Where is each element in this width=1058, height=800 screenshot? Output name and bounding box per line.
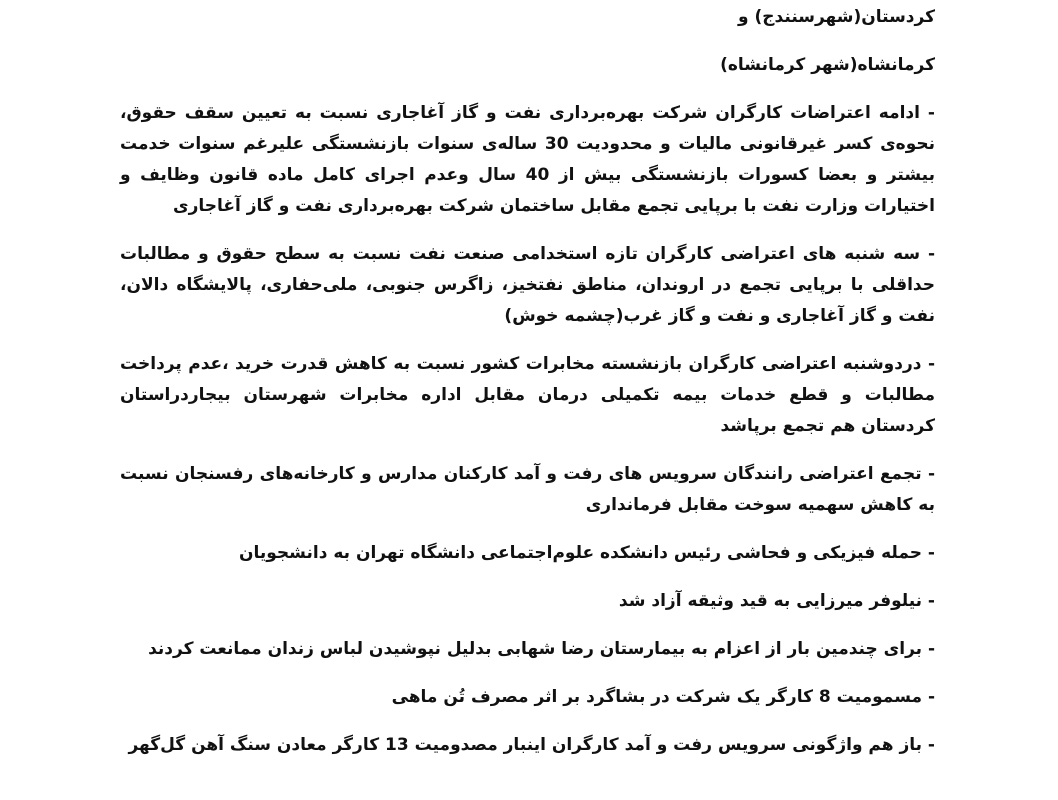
paragraph-university-attack: - حمله فیزیکی و فحاشی رئیس دانشکده علوم‌اجتماعی دانشگاه تهران به دانشجویان [239, 543, 935, 563]
paragraph-oil-gas-aghajari-protest: - ادامه اعتراضات کارگران شرکت بهره‌برداری نفت و گاز آغاجاری نسبت به تعیین سقف حقوق، نحوه‌ی کسر غیرقانونی مالیات و محدودیت 30 ساله‌ی سنوات بازنشستگی علیرغم سنوات خدمت بیشتر و بعضا کسورات بازنشستگی بیش از 40 سال وعدم اجرای کامل ماده قانون وظایف و اختیارات وزارت نفت با برپایی تجمع مقابل ساختمان شرکت بهره‌برداری نفت و گاز آغاجاری [120, 103, 935, 216]
header-line-1: کردستان(شهرسنندج) و [738, 7, 935, 27]
paragraph-bus-overturn: - باز هم واژگونی سرویس رفت و آمد کارگران اینبار مصدومیت 13 کارگر معادن سنگ آهن گل‌گهر [128, 735, 935, 755]
paragraph-telecom-retirees-protest: - دردوشنبه اعتراضی کارگران بازنشسته مخابرات کشور نسبت به کاهش قدرت خرید ،عدم پرداخت مطالبات و قطع خدمات بیمه تکمیلی درمان مقابل اداره مخابرات شهرستان بیجاردراستان کردستان هم تجمع برپاشد [120, 354, 935, 436]
paragraph-tuesday-oil-workers-protest: - سه شنبه های اعتراضی کارگران تازه استخدامی صنعت نفت نسبت به سطح حقوق و مطالبات حداقلی با برپایی تجمع در اروندان، مناطق نفتخیز، زاگرس جنوبی، ملی‌حفاری، پالایشگاه دالان، نفت و گاز آغاجاری و نفت و گاز غرب(چشمه خوش) [120, 244, 935, 326]
header-line-2: کرمانشاه(شهر کرمانشاه) [720, 55, 935, 75]
paragraph-hospital-transfer-denied: - برای چندمین بار از اعزام به بیمارستان رضا شهابی بدلیل نپوشیدن لباس زندان ممانعت کردند [148, 639, 935, 659]
paragraph-drivers-fuel-protest: - تجمع اعتراضی رانندگان سرویس های رفت و آمد کارکنان مدارس و کارخانه‌های رفسنجان نسبت به کاهش سهمیه سوخت مقابل فرمانداری [120, 464, 935, 515]
paragraph-food-poisoning: - مسمومیت 8 کارگر یک شرکت در بشاگرد بر اثر مصرف تُن ماهی [391, 687, 935, 707]
paragraph-release-on-bail: - نیلوفر میرزایی به قید وثیقه آزاد شد [618, 591, 935, 611]
document-body [120, 0, 935, 778]
